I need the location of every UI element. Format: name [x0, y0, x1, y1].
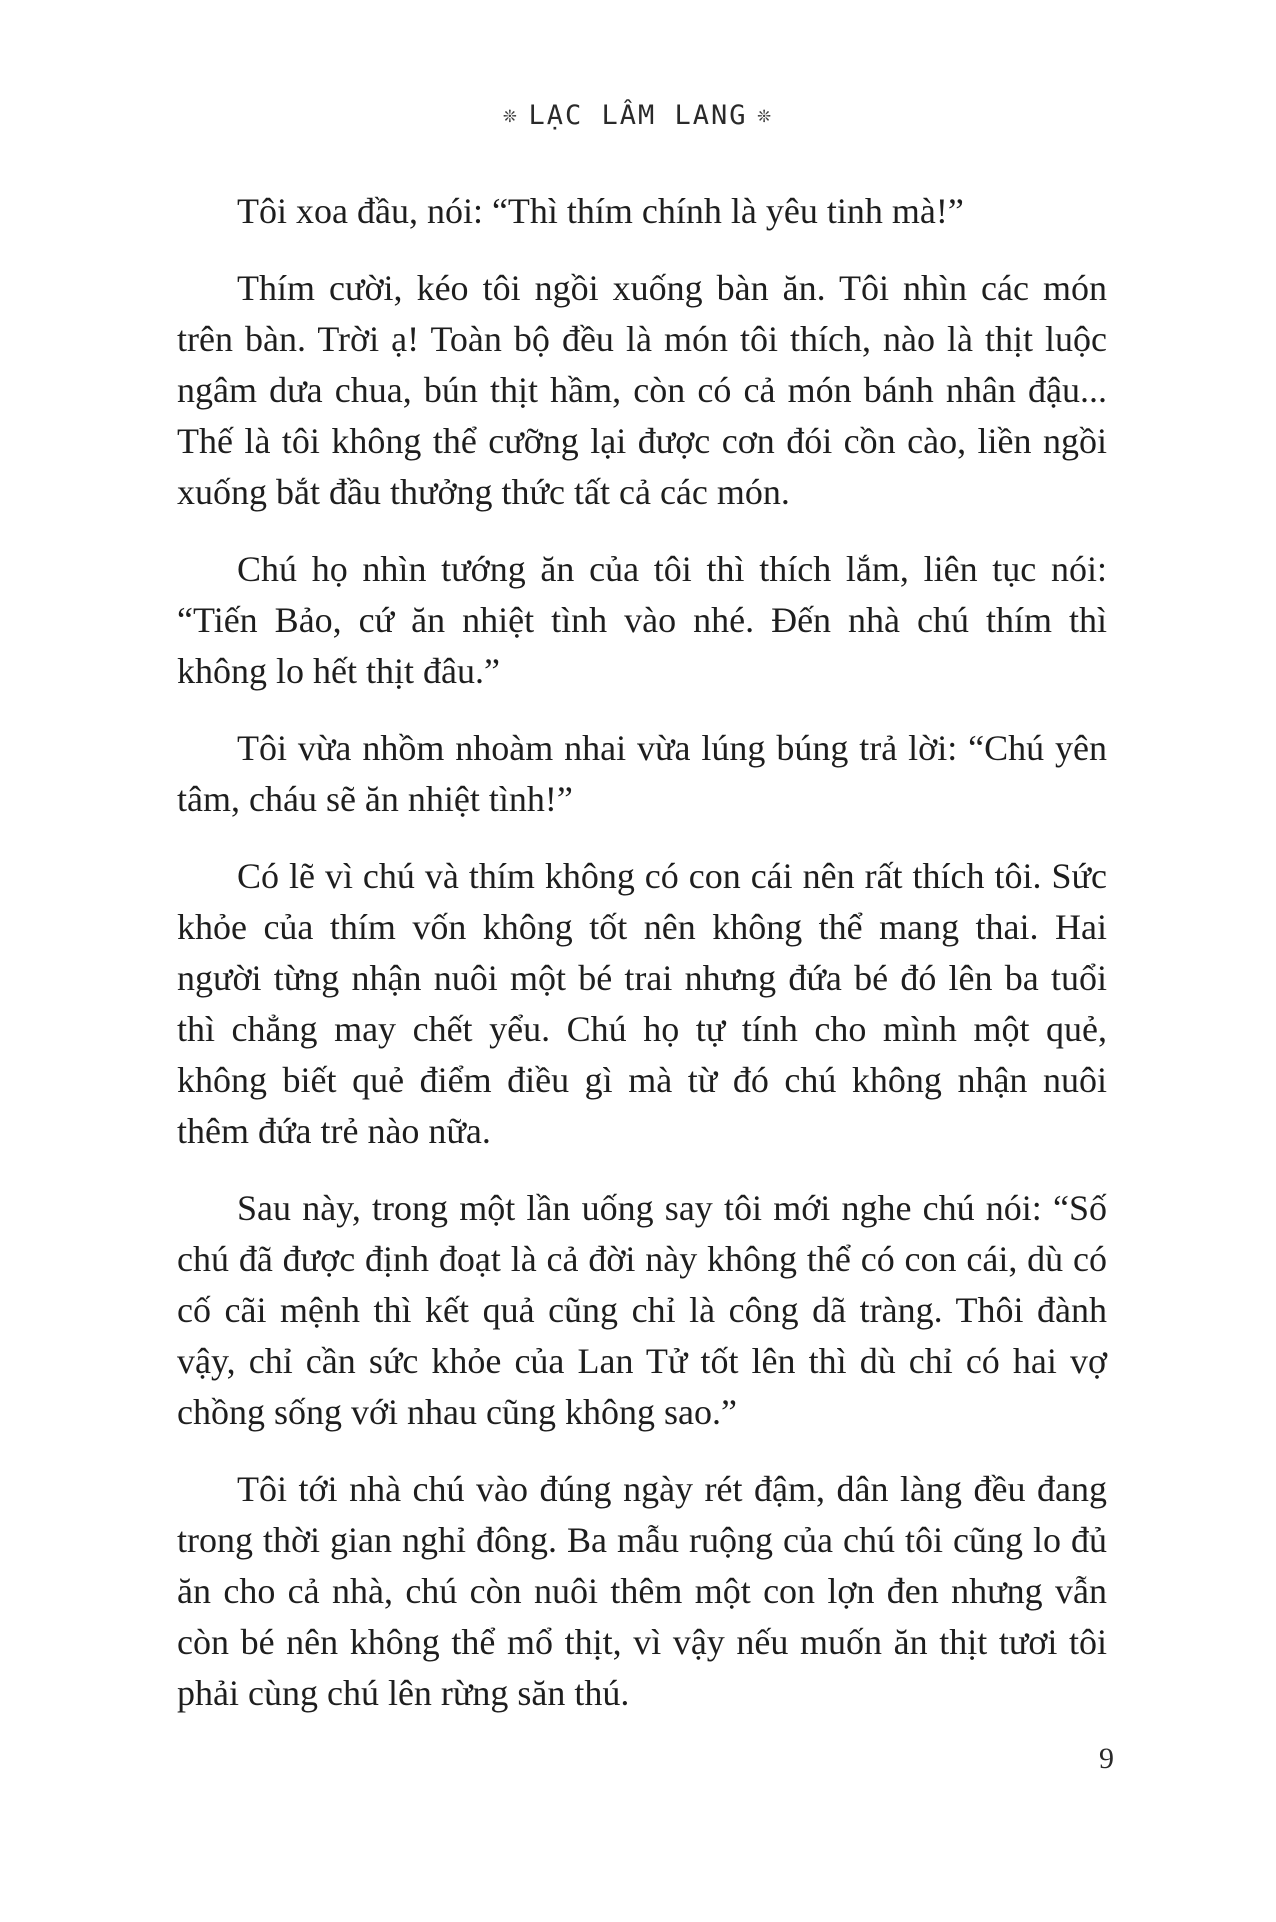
- page-number: 9: [1099, 1742, 1114, 1775]
- paragraph: Sau này, trong một lần uống say tôi mới nghe chú nói: “Số chú đã được định đoạt là cả đời này không thể có con cái, dù có cố cãi mệnh thì kết quả cũng chỉ là công dã tràng. Thôi đành vậy, chỉ cần sức khỏe của Lan Tử tốt lên thì dù chỉ có hai vợ chồng sống với nhau cũng không sao.”: [177, 1188, 1107, 1432]
- asterisk-ornament-icon: ❊: [757, 103, 773, 128]
- paragraph: Tôi vừa nhồm nhoàm nhai vừa lúng búng trả lời: “Chú yên tâm, cháu sẽ ăn nhiệt tình!”: [177, 728, 1107, 819]
- paragraph: Chú họ nhìn tướng ăn của tôi thì thích lắm, liên tục nói: “Tiến Bảo, cứ ăn nhiệt tình vào nhé. Đến nhà chú thím thì không lo hết thịt đâu.”: [177, 549, 1107, 691]
- paragraph: Có lẽ vì chú và thím không có con cái nên rất thích tôi. Sức khỏe của thím vốn không tốt nên không thể mang thai. Hai người từng nhận nuôi một bé trai nhưng đứa bé đó lên ba tuổi thì chẳng may chết yểu. Chú họ tự tính cho mình một quẻ, không biết quẻ điểm điều gì mà từ đó chú không nhận nuôi thêm đứa trẻ nào nữa.: [177, 856, 1107, 1151]
- book-title: LẠC LÂM LANG: [528, 100, 748, 131]
- paragraph: Tôi tới nhà chú vào đúng ngày rét đậm, dân làng đều đang trong thời gian nghỉ đông. Ba mẫu ruộng của chú tôi cũng lo đủ ăn cho cả nhà, chú còn nuôi thêm một con lợn đen nhưng vẫn còn bé nên không thể mổ thịt, vì vậy nếu muốn ăn thịt tươi tôi phải cùng chú lên rừng săn thú.: [177, 1469, 1107, 1713]
- running-header: [0, 100, 1276, 131]
- body-text: [177, 186, 1107, 1745]
- paragraph: Thím cười, kéo tôi ngồi xuống bàn ăn. Tôi nhìn các món trên bàn. Trời ạ! Toàn bộ đều là món tôi thích, nào là thịt luộc ngâm dưa chua, bún thịt hầm, còn có cả món bánh nhân đậu... Thế là tôi không thể cưỡng lại được cơn đói cồn cào, liền ngồi xuống bắt đầu thưởng thức tất cả các món.: [177, 268, 1107, 512]
- paragraph: Tôi xoa đầu, nói: “Thì thím chính là yêu tinh mà!”: [237, 191, 964, 231]
- asterisk-ornament-icon: ❊: [503, 103, 519, 128]
